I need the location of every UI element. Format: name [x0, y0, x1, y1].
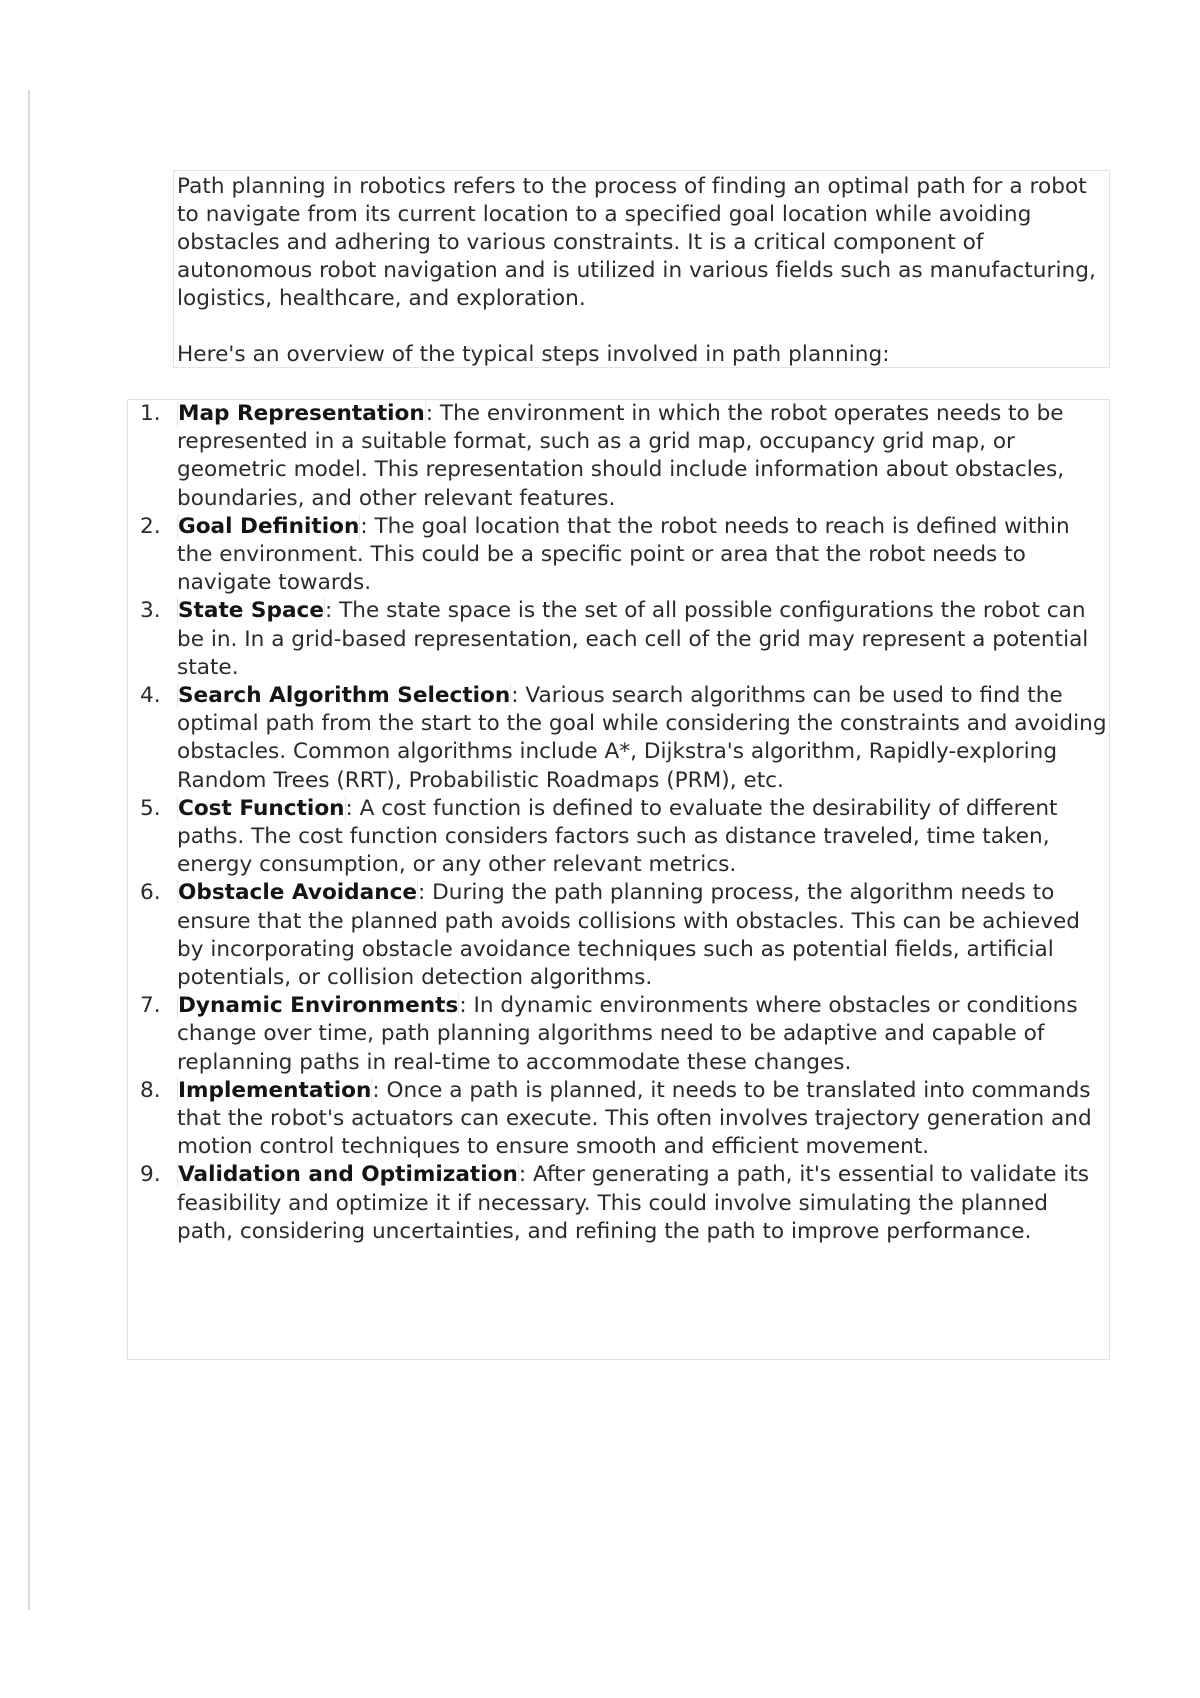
step-description: : After generating a path, it's essential to validate its feasibility and optimize it if necessary. This could involve simulating the planned path, considering uncertainties, and refining the path to improve performance.: [177, 1162, 1090, 1244]
step-description: : Various search algorithms can be used to find the optimal path from the start to the goal while considering the constraints and avoiding obstacles. Common algorithms include A*, Dijkstra's algorithm, Rapidly-exploring Random Trees (RRT), Probabilistic Roadmaps (PRM), etc.: [177, 683, 1107, 793]
step-title: Cost Function: [178, 795, 345, 821]
step-number: 5.: [140, 795, 161, 821]
overview-sentence: Here's an overview of the typical steps involved in path planning:: [177, 342, 890, 367]
step-title: Goal Definition: [178, 513, 360, 539]
step-number: 4.: [140, 683, 161, 709]
step-number: 3.: [140, 598, 161, 624]
step-title: Obstacle Avoidance: [178, 880, 418, 906]
step-description: : A cost function is defined to evaluate the desirability of different paths. The cost function considers factors such as distance traveled, time taken, energy consumption, or any other relevant metrics.: [177, 795, 1058, 878]
step-validation-and-optimization: [128, 1161, 1111, 1246]
step-title: Search Algorithm Selection: [178, 683, 511, 709]
step-description: : During the path planning process, the algorithm needs to ensure that the planned path avoids collisions with obstacles. This can be achieved by incorporating obstacle avoidance techniques such as potential fields, artificial potentials, or collision detection algorithms.: [177, 880, 1081, 991]
step-cost-function: [128, 795, 1111, 880]
step-title: Map Representation: [178, 401, 425, 426]
steps-section: [127, 399, 1110, 1360]
intro-paragraph: Path planning in robotics refers to the process of finding an optimal path for a robot to navigate from its current location to a specified goal location while avoiding obstacles and adhering to various constraints. It is a critical component of autonomous robot navigation and is utilized in various fields such as manufacturing, logistics, healthcare, and exploration.: [177, 174, 1096, 311]
step-number: 2.: [140, 513, 161, 539]
step-description: : The state space is the set of all possible configurations the robot can be in. In a grid-based representation, each cell of the grid may represent a potential state.: [177, 598, 1089, 680]
step-title: State Space: [178, 598, 324, 624]
step-number: 7.: [140, 993, 161, 1019]
steps-list: [128, 400, 1111, 1246]
step-title: Implementation: [178, 1077, 372, 1103]
step-dynamic-environments: [128, 992, 1111, 1077]
step-map-representation: [128, 400, 1111, 513]
step-goal-definition: [128, 513, 1111, 598]
step-number: 8.: [140, 1077, 161, 1103]
step-description: : In dynamic environments where obstacles or conditions change over time, path planning algorithms need to be adaptive and capable of replanning paths in real-time to accommodate these changes.: [177, 993, 1078, 1075]
page-edge-line: [28, 90, 30, 1610]
step-state-space: [128, 597, 1111, 682]
step-number: 9.: [140, 1162, 161, 1188]
step-number: 1.: [140, 401, 161, 426]
step-obstacle-avoidance: [128, 879, 1111, 992]
step-description: : Once a path is planned, it needs to be translated into commands that the robot's actuators can execute. This often involves trajectory generation and motion control techniques to ensure smooth and efficient movement.: [177, 1077, 1092, 1160]
step-number: 6.: [140, 880, 161, 906]
step-implementation: [128, 1077, 1111, 1162]
intro-section: [173, 170, 1110, 368]
step-title: Dynamic Environments: [178, 993, 459, 1019]
step-search-algorithm-selection: [128, 682, 1111, 795]
step-title: Validation and Optimization: [178, 1162, 518, 1188]
step-description: : The environment in which the robot operates needs to be represented in a suitable format, such as a grid map, occupancy grid map, or geometric model. This representation should include information about obstacles, boundaries, and other relevant features.: [177, 401, 1065, 511]
step-description: : The goal location that the robot needs to reach is defined within the environment. This could be a specific point or area that the robot needs to navigate towards.: [177, 513, 1070, 596]
